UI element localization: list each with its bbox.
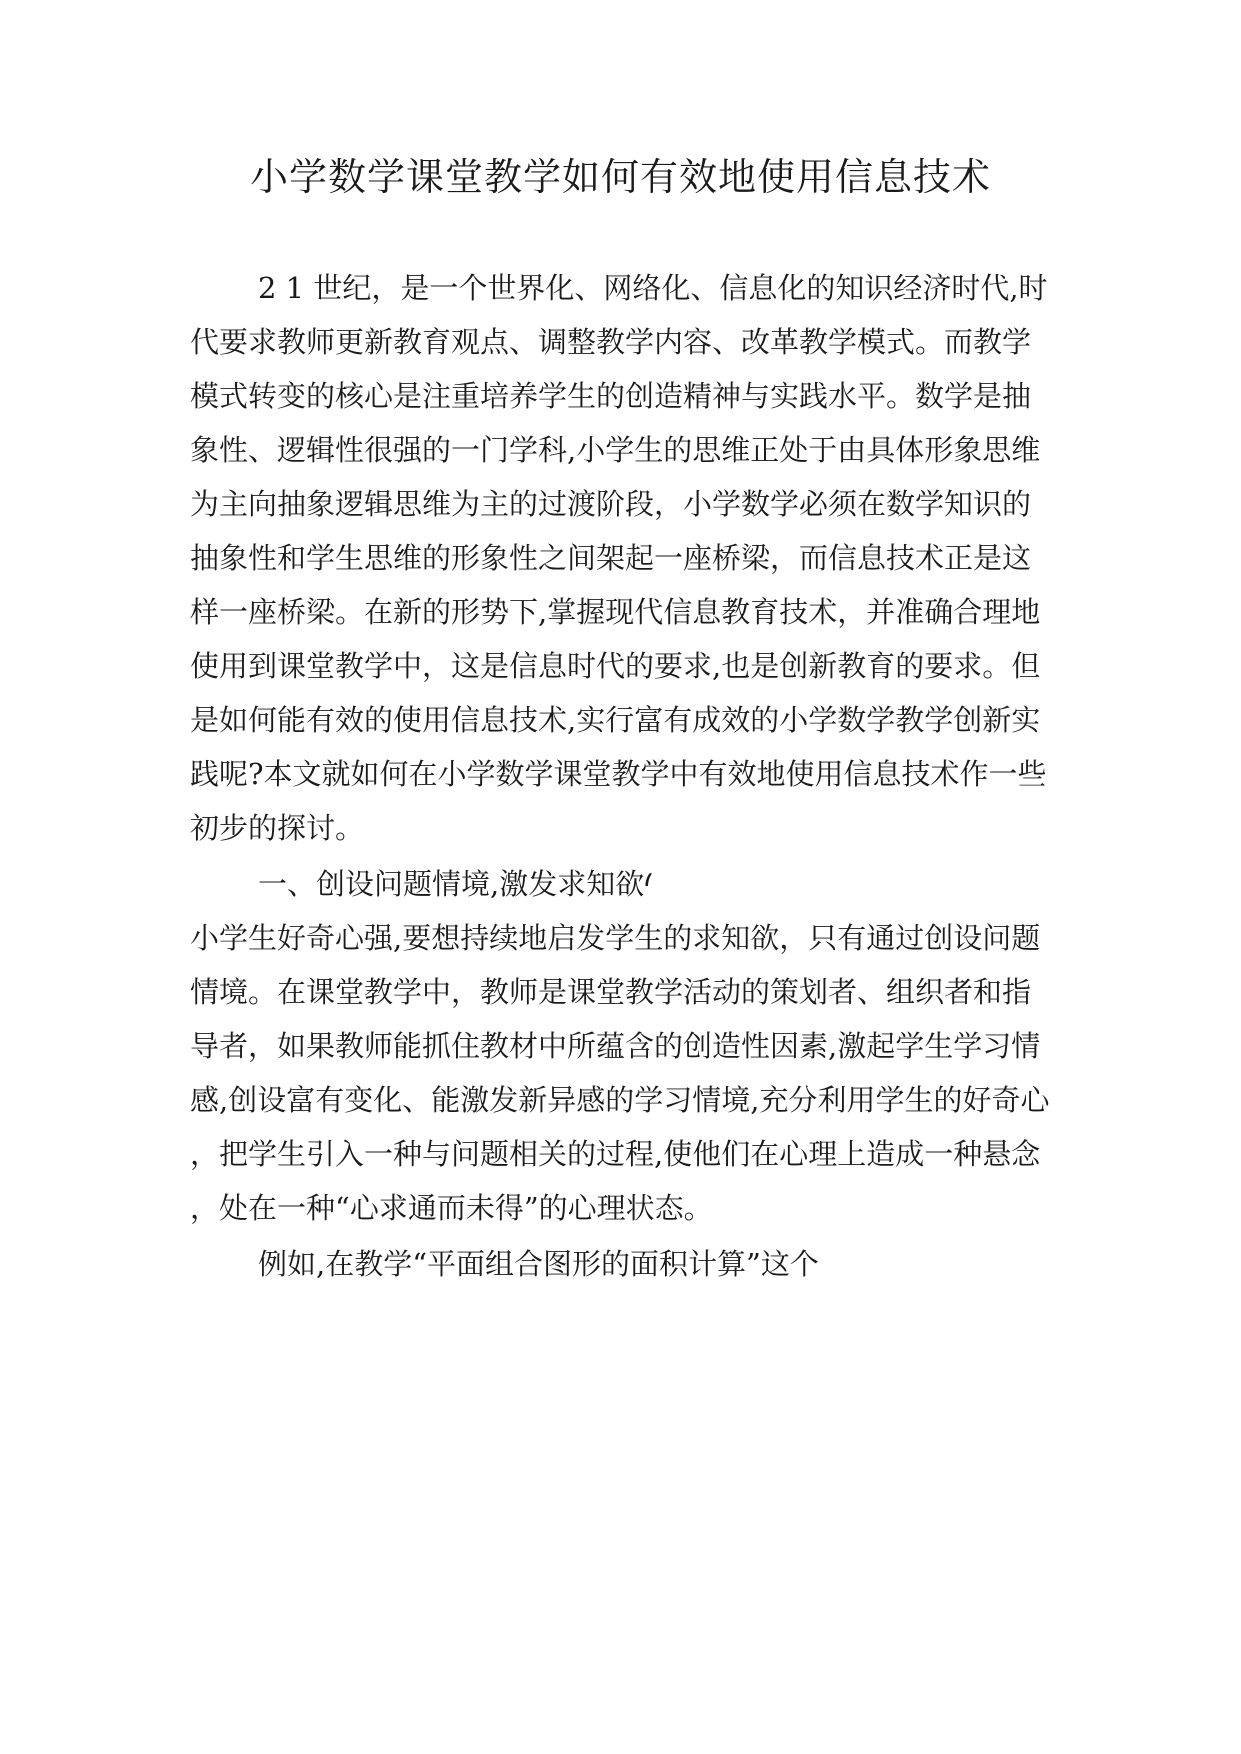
paragraph-line: 2 1 世纪，是一个世界化、网络化、信息化的知识经济时代,时	[258, 271, 1048, 305]
paragraph-line: 使用到课堂教学中，这是信息时代的要求,也是创新教育的要求。但	[190, 649, 1041, 683]
document-title: 小学数学课堂教学如何有效地使用信息技术	[249, 155, 991, 199]
paragraph-line: 为主向抽象逻辑思维为主的过渡阶段，小学数学必须在数学知识的	[190, 487, 1032, 521]
paragraph-line: 样一座桥梁。在新的形势下,掌握现代信息教育技术，并准确合理地	[190, 595, 1041, 629]
paragraph-line: 导者，如果教师能抓住教材中所蕴含的创造性因素,激起学生学习情	[190, 1029, 1041, 1063]
paragraph-line: 小学生好奇心强,要想持续地启发学生的求知欲，只有通过创设问题	[190, 921, 1041, 955]
paragraph-line: ，处在一种“心求通而未得”的心理状态。	[190, 1191, 713, 1225]
paragraph-line: 感,创设富有变化、能激发新异感的学习情境,充分利用学生的好奇心	[190, 1083, 1050, 1117]
paragraph-line: 代要求教师更新教育观点、调整教学内容、改革教学模式。而教学	[190, 325, 1032, 359]
paragraph-line: 抽象性和学生思维的形象性之间架起一座桥梁，而信息技术正是这	[190, 541, 1032, 575]
section-heading: 一、创设问题情境,激发求知欲⹙	[258, 867, 653, 901]
paragraph-line: 模式转变的核心是注重培养学生的创造精神与实践水平。数学是抽	[190, 379, 1032, 413]
paragraph-line: 践呢?本文就如何在小学数学课堂教学中有效地使用信息技术作一些	[190, 757, 1047, 791]
paragraph-line: 例如,在教学“平面组合图形的面积计算”这个	[258, 1247, 819, 1281]
paragraph-line: 象性、逻辑性很强的一门学科,小学生的思维正处于由具体形象思维	[190, 433, 1041, 467]
paragraph-line: 情境。在课堂教学中，教师是课堂教学活动的策划者、组织者和指	[190, 975, 1032, 1009]
paragraph-line: 初步的探讨。	[190, 811, 365, 845]
paragraph-line: 是如何能有效的使用信息技术,实行富有成效的小学数学教学创新实	[190, 703, 1041, 737]
paragraph-line: ，把学生引入一种与问题相关的过程,使他们在心理上造成一种悬念	[190, 1137, 1041, 1171]
